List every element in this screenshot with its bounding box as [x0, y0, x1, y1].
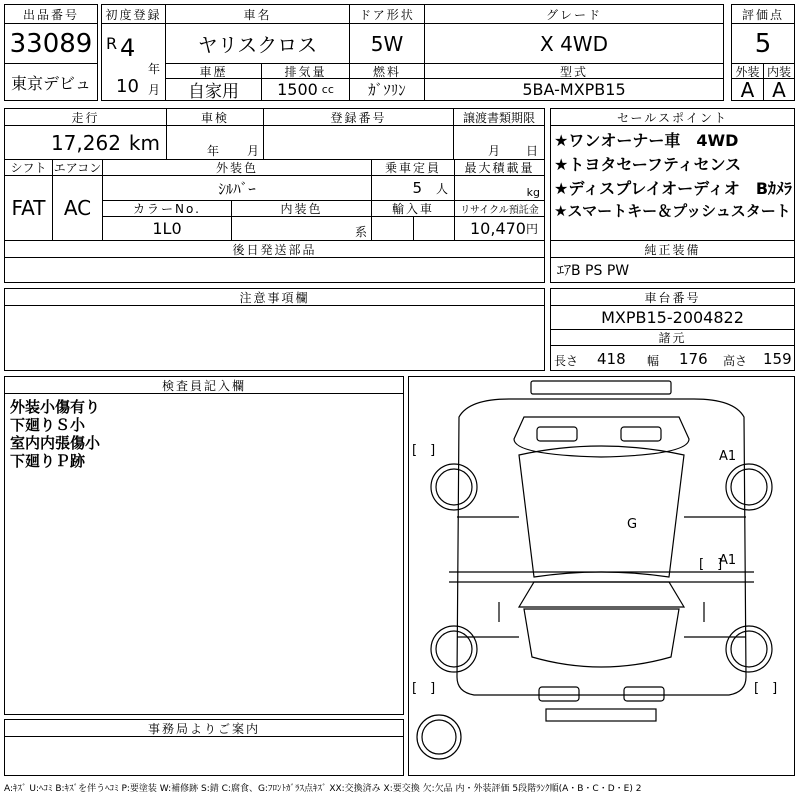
score-label: 評価点 — [731, 4, 795, 24]
chassis-number: MXPB15-2004822 — [550, 305, 795, 330]
office-box — [4, 736, 404, 776]
lot-number: 33089 — [4, 23, 98, 64]
exterior-label: 外装 — [731, 63, 764, 79]
ext-color: ｼﾙﾊﾞｰ — [102, 175, 372, 201]
yen-unit: 円 — [525, 222, 538, 236]
parts-label: 後日発送部品 — [4, 240, 545, 258]
max-load-label: 最大積載量 — [454, 159, 545, 176]
import-box-2 — [413, 216, 455, 241]
transfer-box — [453, 125, 545, 160]
displacement-label: 排気量 — [261, 63, 350, 79]
grade: X 4WD — [424, 23, 724, 64]
int-color — [231, 216, 372, 241]
equipment: ｴｱB PS PW — [550, 257, 795, 283]
color-no: 1L0 — [102, 216, 232, 241]
notes-label: 注意事項欄 — [4, 288, 545, 306]
transfer-label: 譲渡書類期限 — [453, 108, 545, 126]
int-color-unit: 系 — [354, 225, 367, 239]
inspector-line-3: 室内内張傷小 — [10, 434, 101, 452]
shift-label: シフト — [4, 159, 53, 176]
car-name: ヤリスクロス — [165, 23, 350, 64]
import-box-1 — [371, 216, 414, 241]
recycle — [454, 216, 545, 241]
history: 自家用 — [165, 78, 262, 101]
fuel-label: 燃料 — [349, 63, 425, 79]
inspector-label: 検査員記入欄 — [4, 376, 404, 394]
inspector-box — [4, 393, 404, 715]
legend: A:ｷｽﾞ U:ﾍｺﾐ B:ｷｽﾞを伴うﾍｺﾐ P:要塗装 W:補修跡 S:錆 C:腐食、G:ﾌﾛﾝﾄｶﾞﾗｽ点ｷｽﾞ XX:交換済み X:要交換 欠:欠品 内・外装評価 5段階ﾗﾝｸ順(A・B・C・D・E) 2 — [4, 784, 642, 794]
width-label: 幅 — [647, 354, 660, 368]
sales-point-3: ★ディスプレイオーディオ Bｶﾒﾗ — [554, 179, 793, 198]
model-code: 5BA-MXPB15 — [424, 78, 724, 101]
car-outline — [409, 377, 794, 775]
capacity-unit: 人 — [435, 181, 448, 196]
kg-unit: kg — [526, 186, 540, 199]
inspector-line-2: 下廻りＳ小 — [10, 416, 86, 434]
color-no-label: カラーNo. — [102, 200, 232, 217]
sales-points — [550, 125, 795, 241]
exterior-grade: A — [731, 78, 764, 101]
chassis-label: 車台番号 — [550, 288, 795, 306]
equipment-label: 純正装備 — [550, 240, 795, 258]
reg-number-label: 登録番号 — [263, 108, 454, 126]
interior-grade: A — [763, 78, 795, 101]
bracket-front-left: [ ] — [412, 443, 436, 458]
import-label: 輸入車 — [371, 200, 455, 217]
capacity-label: 乗車定員 — [371, 159, 455, 176]
door-label: ドア形状 — [349, 4, 425, 24]
transfer-month-unit: 月 — [488, 144, 501, 158]
bracket-rear-right: [ ] — [754, 681, 778, 696]
grade-label: グレード — [424, 4, 724, 24]
inspection-year-unit: 年 — [207, 144, 220, 158]
transfer-day-unit: 日 — [526, 144, 539, 158]
sales-point-4: ★スマートキー＆プッシュスタート — [554, 202, 791, 220]
bracket-right-side: [ ] — [699, 557, 723, 572]
reg-month: 10 — [116, 76, 139, 97]
ac-label: エアコン — [53, 161, 102, 175]
sales-points-label: セールスポイント — [550, 108, 795, 126]
shift: FAT — [4, 175, 53, 241]
ac: AC — [52, 175, 103, 241]
cc-unit: cc — [321, 83, 334, 96]
length: 418 — [597, 350, 626, 368]
parts-box — [4, 257, 545, 283]
month-unit: 月 — [148, 83, 161, 97]
inspector-line-4: 下廻りＰ跡 — [10, 452, 86, 470]
displacement-value: 1500 — [277, 80, 318, 99]
mileage — [4, 125, 167, 160]
reg-year: 4 — [120, 34, 136, 62]
length-label: 長さ — [554, 354, 579, 368]
mileage-value: 17,262 — [50, 130, 121, 155]
mileage-label: 走行 — [4, 108, 167, 126]
car-name-label: 車名 — [165, 4, 350, 24]
sales-point-2: ★トヨタセーフティセンス — [554, 155, 742, 174]
debut-label: 東京デビュ — [4, 63, 98, 101]
displacement — [261, 78, 350, 101]
recycle-value: 10,470 — [470, 219, 526, 238]
width: 176 — [679, 350, 708, 368]
sales-point-1: ★ワンオーナー車 4WD — [554, 131, 739, 150]
dims-label: 諸元 — [550, 329, 795, 346]
inspection-box — [166, 125, 264, 160]
model-label: 型式 — [424, 63, 724, 79]
fuel: ｶﾞｿﾘﾝ — [349, 78, 425, 101]
era: R — [106, 34, 118, 53]
dimensions — [550, 345, 795, 371]
notes-box — [4, 305, 545, 371]
capacity-value: 5 — [412, 179, 422, 197]
damage-mark-windshield: G — [627, 517, 638, 532]
lot-number-label: 出品番号 — [4, 4, 98, 24]
inspection-label: 車検 — [166, 108, 264, 126]
bracket-rear-left: [ ] — [412, 681, 436, 696]
first-registration-box — [101, 23, 166, 101]
reg-number — [263, 125, 454, 160]
capacity — [371, 175, 455, 201]
history-label: 車歴 — [165, 63, 262, 79]
first-registration-label: 初度登録 — [101, 4, 166, 24]
damage-mark-right-side: A1 — [719, 553, 737, 568]
car-diagram — [408, 376, 795, 776]
office-label: 事務局よりご案内 — [4, 719, 404, 737]
ext-color-label: 外装色 — [102, 159, 372, 176]
km-unit: km — [128, 130, 160, 155]
interior-label: 内装 — [763, 63, 795, 79]
recycle-label: リサイクル預託金 — [454, 200, 545, 217]
score: 5 — [731, 23, 795, 64]
door-type: 5W — [349, 23, 425, 64]
inspection-month-unit: 月 — [247, 144, 260, 158]
height: 159 — [763, 350, 792, 368]
height-label: 高さ — [723, 354, 748, 368]
max-load — [454, 175, 545, 201]
year-unit: 年 — [148, 62, 161, 76]
inspector-line-1: 外装小傷有り — [10, 398, 101, 416]
damage-mark-front-right: A1 — [719, 449, 737, 464]
int-color-label: 内装色 — [231, 200, 372, 217]
